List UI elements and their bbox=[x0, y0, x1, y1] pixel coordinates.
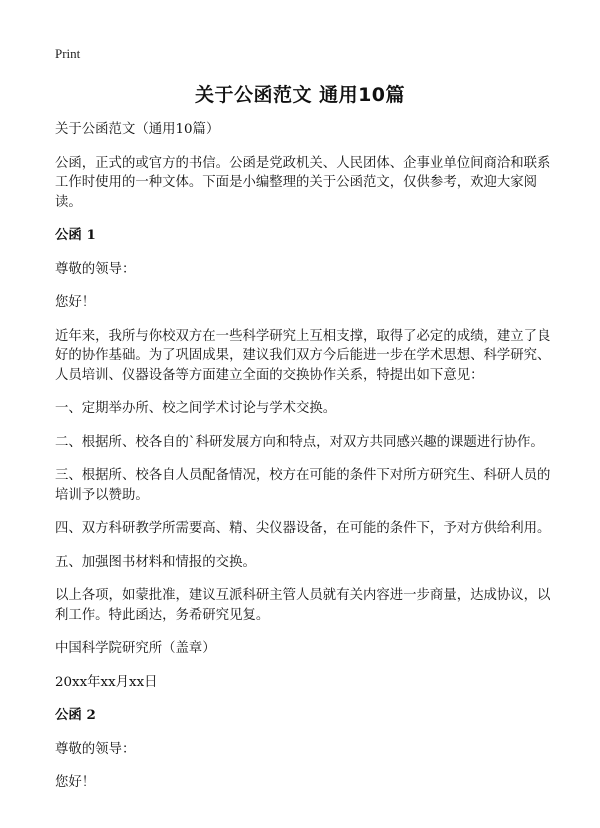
salutation-2: 尊敬的领导： bbox=[55, 741, 136, 757]
document-body bbox=[55, 120, 555, 807]
section-heading-2: 公函 2 bbox=[55, 707, 96, 723]
date-1: 20xx年xx月xx日 bbox=[55, 674, 158, 690]
list-item-5: 五、加强图书材料和情报的交换。 bbox=[55, 554, 256, 570]
body-paragraph-1: 近年来，我所与你校双方在一些科学研究上互相支撑，取得了必定的成绩，建立了良好的协作基础。为了巩固成果，建议我们双方今后能进一步在学术思想、科学研究、人员培训、仪器设备等方面建立全面的交换协作关系，特提出如下意见： bbox=[55, 328, 551, 383]
list-item-2: 二、根据所、校各自的`科研发展方向和特点，对双方共同感兴趣的课题进行协作。 bbox=[55, 434, 544, 450]
list-item-1: 一、定期举办所、校之间学术讨论与学术交换。 bbox=[55, 401, 337, 416]
greeting-1: 您好！ bbox=[55, 295, 96, 310]
closing-paragraph-1: 以上各项，如蒙批准，建议互派科研主管人员就有关内容进一步商量，达成协议，以利工作。特此函达，务希研究见复。 bbox=[55, 588, 551, 623]
greeting-2: 您好！ bbox=[55, 775, 96, 790]
salutation-1: 尊敬的领导： bbox=[55, 261, 136, 277]
list-item-3: 三、根据所、校各自人员配备情况，校方在可能的条件下对所方研究生、科研人员的培训予以赞助。 bbox=[55, 468, 551, 503]
section-heading-1: 公函 1 bbox=[55, 227, 96, 243]
signature-1: 中国科学院研究所（盖章） bbox=[55, 641, 216, 656]
list-item-4: 四、双方科研教学所需要高、精、尖仪器设备，在可能的条件下，予对方供给利用。 bbox=[55, 521, 551, 536]
subtitle: 关于公函范文（通用10篇） bbox=[55, 122, 220, 137]
page-title: 关于公函范文 通用10篇 bbox=[194, 84, 406, 106]
intro-paragraph: 公函，正式的或官方的书信。公函是党政机关、人民团体、企事业单位间商洽和联系工作时使用的一种文体。下面是小编整理的关于公函范文，仅供参考，欢迎大家阅读。 bbox=[55, 155, 551, 210]
print-label: Print bbox=[55, 46, 81, 61]
